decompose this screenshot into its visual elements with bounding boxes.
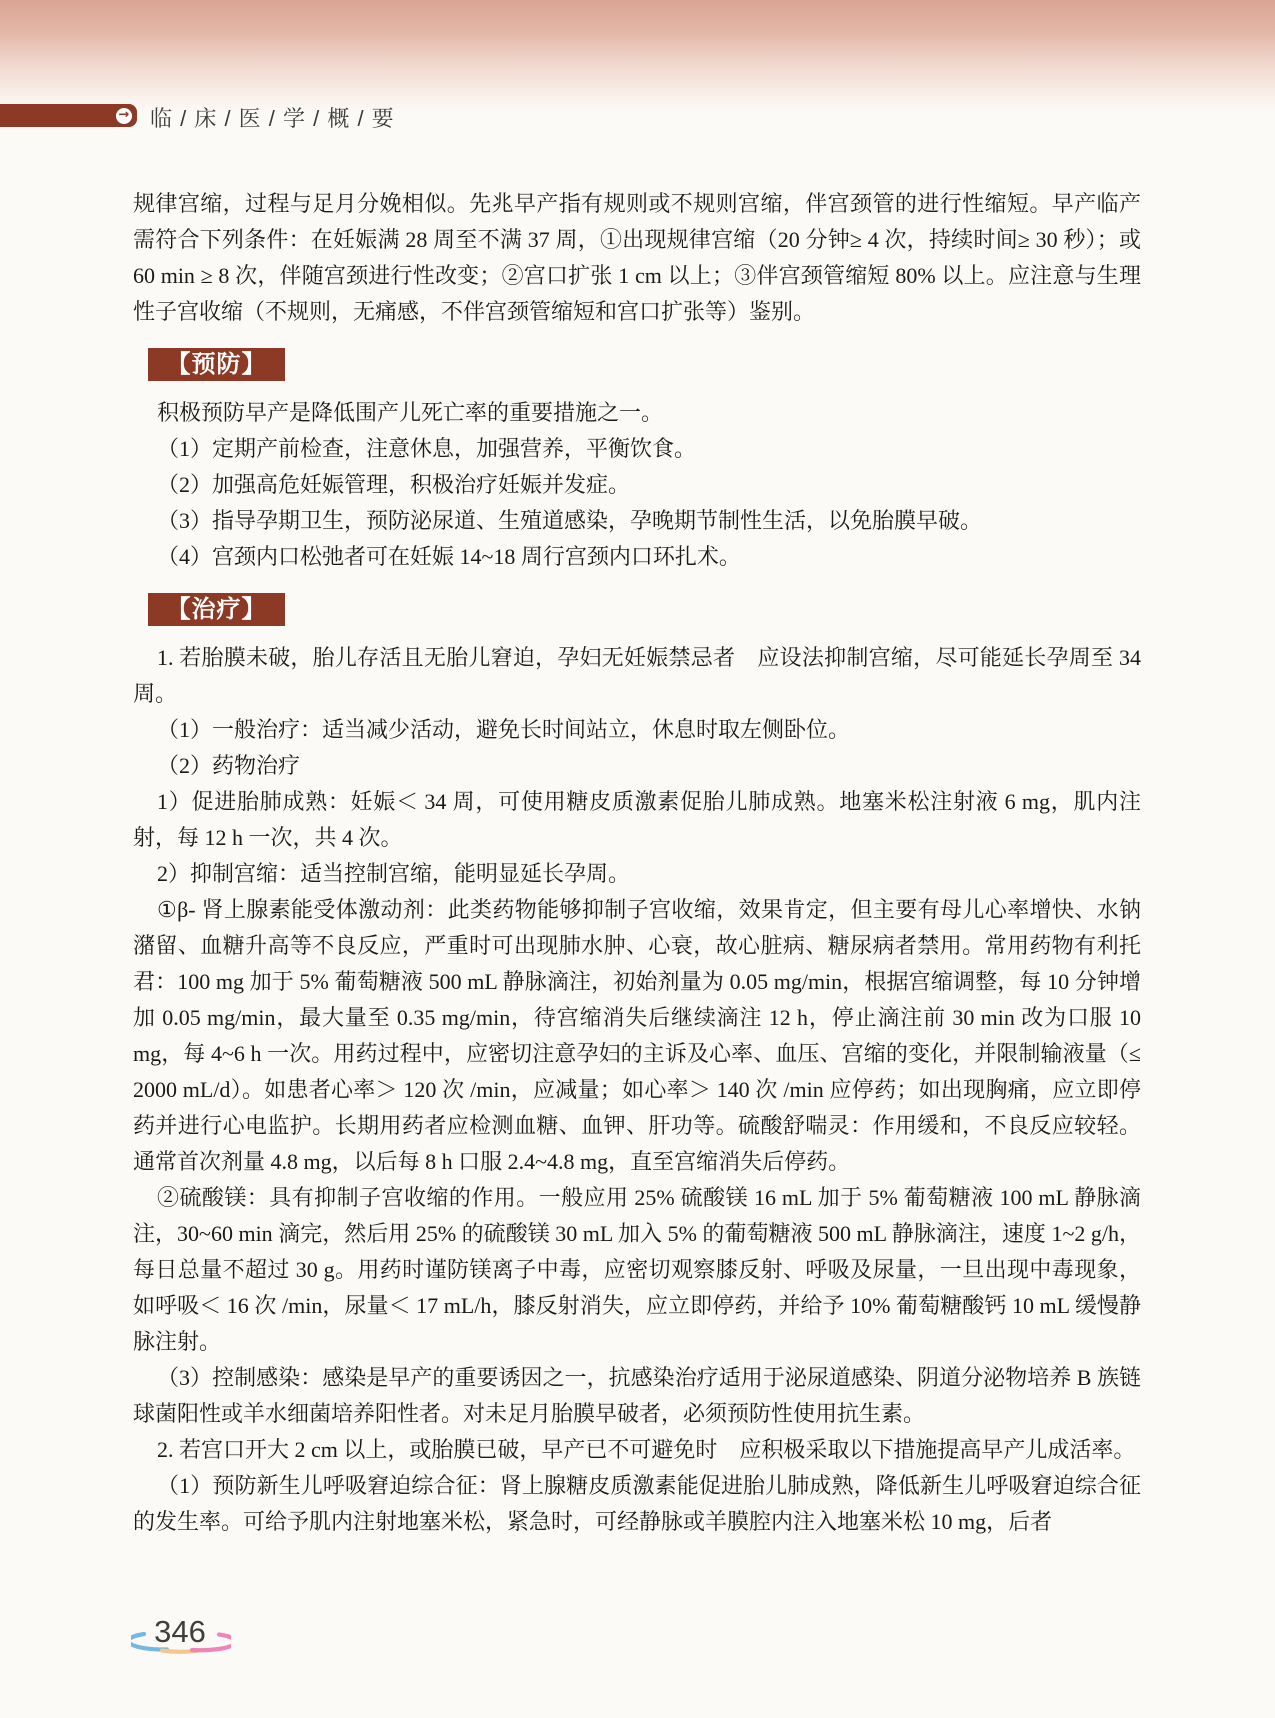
body-paragraph: 2）抑制宫缩：适当控制宫缩，能明显延长孕周。 <box>157 861 631 886</box>
page-footer <box>131 1603 231 1657</box>
body-paragraph: （2）加强高危妊娠管理，积极治疗妊娠并发症。 <box>157 472 631 497</box>
body-paragraph: ②硫酸镁：具有抑制子宫收缩的作用。一般应用 25% 硫酸镁 16 mL 加于 5% 葡萄糖液 100 mL 静脉滴注，30~60 min 滴完，然后用 25% 的硫酸镁 30 mL 加入 5% 的葡萄糖液 500 mL 静脉滴注，速度 1~2 g/h，每日总量不超过 30 g。用药时谨防镁离子中毒，应密切观察膝反射、呼吸及尿量，一旦出现中毒现象，如呼吸＜ 16 次 /min，尿量＜ 17 mL/h，膝反射消失，应立即停药，并给予 10% 葡萄糖酸钙 10 mL 缓慢静脉注射。 <box>133 1185 1141 1354</box>
body-paragraph: （3）指导孕期卫生，预防泌尿道、生殖道感染，孕晚期节制性生活，以免胎膜早破。 <box>157 508 983 533</box>
page-top-gradient <box>0 0 1275 114</box>
body-paragraph: （4）宫颈内口松弛者可在妊娠 14~18 周行宫颈内口环扎术。 <box>157 544 741 569</box>
chapter-header-band <box>0 104 137 127</box>
body-paragraph: 1. 若胎膜未破，胎儿存活且无胎儿窘迫，孕妇无妊娠禁忌者 应设法抑制宫缩，尽可能延长孕周至 34 周。 <box>133 645 1141 706</box>
body-paragraph: 2. 若宫口开大 2 cm 以上，或胎膜已破，早产已不可避免时 应积极采取以下措施提高早产儿成活率。 <box>157 1437 1136 1462</box>
body-paragraph: （1）定期产前检查，注意休息，加强营养，平衡饮食。 <box>157 436 697 461</box>
page-body <box>133 186 1141 1540</box>
running-header <box>0 104 1275 131</box>
section-heading-prevention: 【预防】 <box>148 348 285 381</box>
body-paragraph: 积极预防早产是降低围产儿死亡率的重要措施之一。 <box>157 400 664 425</box>
body-paragraph-opening: 规律宫缩，过程与足月分娩相似。先兆早产指有规则或不规则宫缩，伴宫颈管的进行性缩短。早产临产需符合下列条件：在妊娠满 28 周至不满 37 周，①出现规律宫缩（20 分钟≥ 4 次，持续时间≥ 30 秒）；或 60 min ≥ 8 次，伴随宫颈进行性改变；②宫口扩张 1 cm 以上；③伴宫颈管缩短 80% 以上。应注意与生理性子宫收缩（不规则，无痛感，不伴宫颈管缩短和宫口扩张等）鉴别。 <box>133 191 1141 324</box>
book-title: 临 / 床 / 医 / 学 / 概 / 要 <box>150 106 395 131</box>
body-paragraph: （2）药物治疗 <box>157 753 301 778</box>
body-paragraph: 1）促进胎肺成熟：妊娠＜ 34 周，可使用糖皮质激素促胎儿肺成熟。地塞米松注射液 6 mg，肌内注射，每 12 h 一次，共 4 次。 <box>133 789 1141 850</box>
body-paragraph: ①β- 肾上腺素能受体激动剂：此类药物能够抑制子宫收缩，效果肯定，但主要有母儿心率增快、水钠潴留、血糖升高等不良反应，严重时可出现肺水肿、心衰，故心脏病、糖尿病者禁用。常用药物有利托君：100 mg 加于 5% 葡萄糖液 500 mL 静脉滴注，初始剂量为 0.05 mg/min，根据宫缩调整，每 10 分钟增加 0.05 mg/min，最大量至 0.35 mg/min，待宫缩消失后继续滴注 12 h，停止滴注前 30 min 改为口服 10 mg，每 4~6 h 一次。用药过程中，应密切注意孕妇的主诉及心率、血压、宫缩的变化，并限制输液量（≤ 2000 mL/d）。如患者心率＞ 120 次 /min，应减量；如心率＞ 140 次 /min 应停药；如出现胸痛，应立即停药并进行心电监护。长期用药者应检测血糖、血钾、肝功等。硫酸舒喘灵：作用缓和，不良反应较轻。通常首次剂量 4.8 mg，以后每 8 h 口服 2.4~4.8 mg，直至宫缩消失后停药。 <box>133 897 1141 1174</box>
prevention-section <box>133 395 1141 575</box>
section-heading-treatment: 【治疗】 <box>148 593 285 626</box>
arrow-right-icon <box>116 108 132 124</box>
page-number: 346 <box>154 1614 206 1649</box>
body-paragraph: （1）一般治疗：适当减少活动，避免长时间站立，休息时取左侧卧位。 <box>157 717 851 742</box>
body-paragraph: （1）预防新生儿呼吸窘迫综合征：肾上腺糖皮质激素能促进胎儿肺成熟，降低新生儿呼吸窘迫综合征的发生率。可给予肌内注射地塞米松，紧急时，可经静脉或羊膜腔内注入地塞米松 10 mg，后者 <box>133 1473 1141 1534</box>
arrow-glyph: → <box>118 107 130 123</box>
page-number-ornament <box>131 1603 231 1657</box>
body-paragraph: （3）控制感染：感染是早产的重要诱因之一，抗感染治疗适用于泌尿道感染、阴道分泌物培养 B 族链球菌阳性或羊水细菌培养阳性者。对未足月胎膜早破者，必须预防性使用抗生素。 <box>133 1365 1141 1426</box>
treatment-section <box>133 640 1141 1540</box>
